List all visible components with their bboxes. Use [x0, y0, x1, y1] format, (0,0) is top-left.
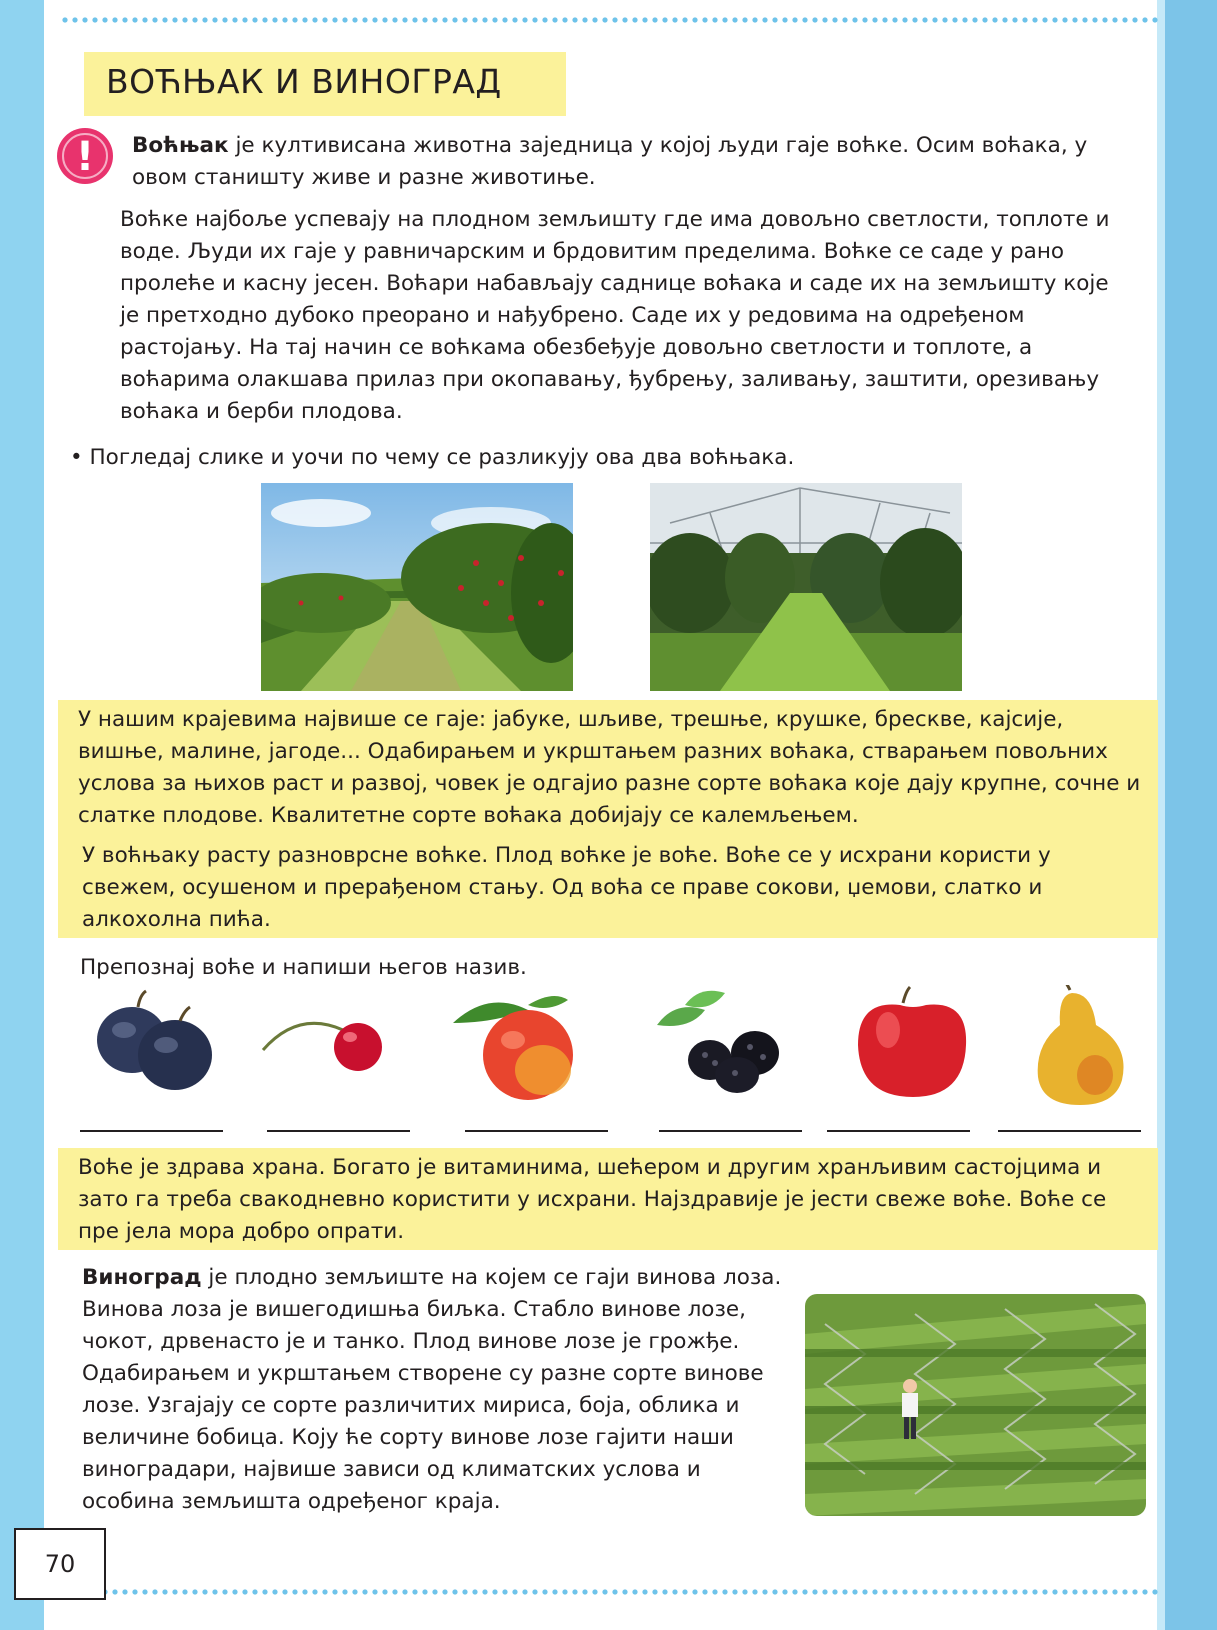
fruit-growing-text: У нашим крајевима највише се гаје: јабуке, шљиве, трешње, крушке, брескве, кајсије, вишње, малине, јагоде... Одабирањем и укрштањем разних воћака, стварањем повољних услова за њихов раст и развој, човек је одгајио разне сорте воћака које дају крупне, сочне и слатке плодове. Квалитетне сорте воћака добијају се калемљењем.	[78, 707, 1141, 828]
apple-icon	[838, 985, 988, 1105]
orchard-definition-text: је култивисана животна заједница у којој људи гаје воћке. Осим воћака, у овом станишту живе и разне животиње.	[132, 133, 1088, 190]
pear-icon	[1030, 985, 1180, 1105]
title-banner	[84, 52, 566, 116]
exclamation-mark: !	[75, 134, 95, 180]
orchard-term: Воћњак	[132, 133, 229, 158]
fruit-info-box	[58, 700, 1158, 938]
answer-line[interactable]	[659, 1130, 802, 1132]
orchard-paragraph: Воћке најбоље успевају на плодном земљишту где има довољно светлости, топлоте и воде. Људи их гаје у равничарским и брдовитим пределима. Воћке се саде у рано пролеће и касну јесен. Воћари набављају саднице воћака и саде их на земљишту које је претходно дубоко преорано и нађубрено. Саде их у редовима на одређеном растојању. На тај начин се воћкама обезбеђује довољно светлости и топлоте, а воћарима олакшава прилаз при окопавању, ђубрењу, заливању, заштити, орезивању воћака и берби плодова.	[120, 207, 1110, 424]
recognize-instruction: Препознај воће и напиши његов назив.	[80, 955, 527, 980]
page-number: 70	[44, 1550, 76, 1578]
answer-line[interactable]	[80, 1130, 223, 1132]
blackberry-icon	[655, 985, 805, 1105]
vineyard-photo	[805, 1294, 1146, 1516]
observe-instruction: • Погледај слике и уочи по чему се разликују ова два воћњака.	[70, 445, 795, 470]
orchard-photo-open	[261, 483, 573, 691]
answer-line[interactable]	[827, 1130, 970, 1132]
plum-icon	[80, 985, 230, 1105]
peach-icon	[448, 985, 598, 1105]
cherry-icon	[258, 985, 408, 1105]
bottom-dotted-border	[60, 1589, 1158, 1595]
fruit-use-text: У воћњаку расту разноврсне воћке. Плод воћке је воће. Воће се у исхрани користи у свежем, осушеном и прерађеном стању. Од воћа се праве сокови, џемови, слатко и алкохолна пића.	[82, 843, 1051, 932]
top-dotted-border	[60, 17, 1158, 23]
vineyard-paragraph	[82, 1262, 782, 1518]
answer-line[interactable]	[998, 1130, 1141, 1132]
right-margin-band	[1165, 0, 1217, 1630]
orchard-definition	[132, 130, 1132, 194]
healthy-fruit-box	[58, 1148, 1158, 1250]
healthy-fruit-text: Воће је здрава храна. Богато је витаминима, шећером и другим хранљивим састојцима и зато га треба свакодневно користити у исхрани. Најздравије је јести свеже воће. Воће се пре јела мора добро опрати.	[78, 1155, 1107, 1244]
page-number-box	[14, 1528, 106, 1600]
orchard-photo-netted	[650, 483, 962, 691]
vineyard-term: Виноград	[82, 1265, 202, 1290]
answer-line[interactable]	[267, 1130, 410, 1132]
exclamation-icon	[56, 127, 114, 185]
vineyard-text: је плодно земљиште на којем се гаји винова лоза. Винова лоза је вишегодишња биљка. Стабло винове лозе, чокот, дрвенасто је и танко. Плод винове лозе је грожђе. Одабирањем и укрштањем створене су разне сорте винове лозе. Узгајају се сорте различитих мириса, боја, облика и величине бобица. Коју ће сорту винове лозе гајити наши виноградари, највише зависи од климатских услова и особина земљишта одређеног краја.	[82, 1265, 782, 1514]
left-margin-band	[0, 0, 44, 1630]
answer-line[interactable]	[465, 1130, 608, 1132]
page-title: ВОЋЊАК И ВИНОГРАД	[106, 62, 502, 101]
